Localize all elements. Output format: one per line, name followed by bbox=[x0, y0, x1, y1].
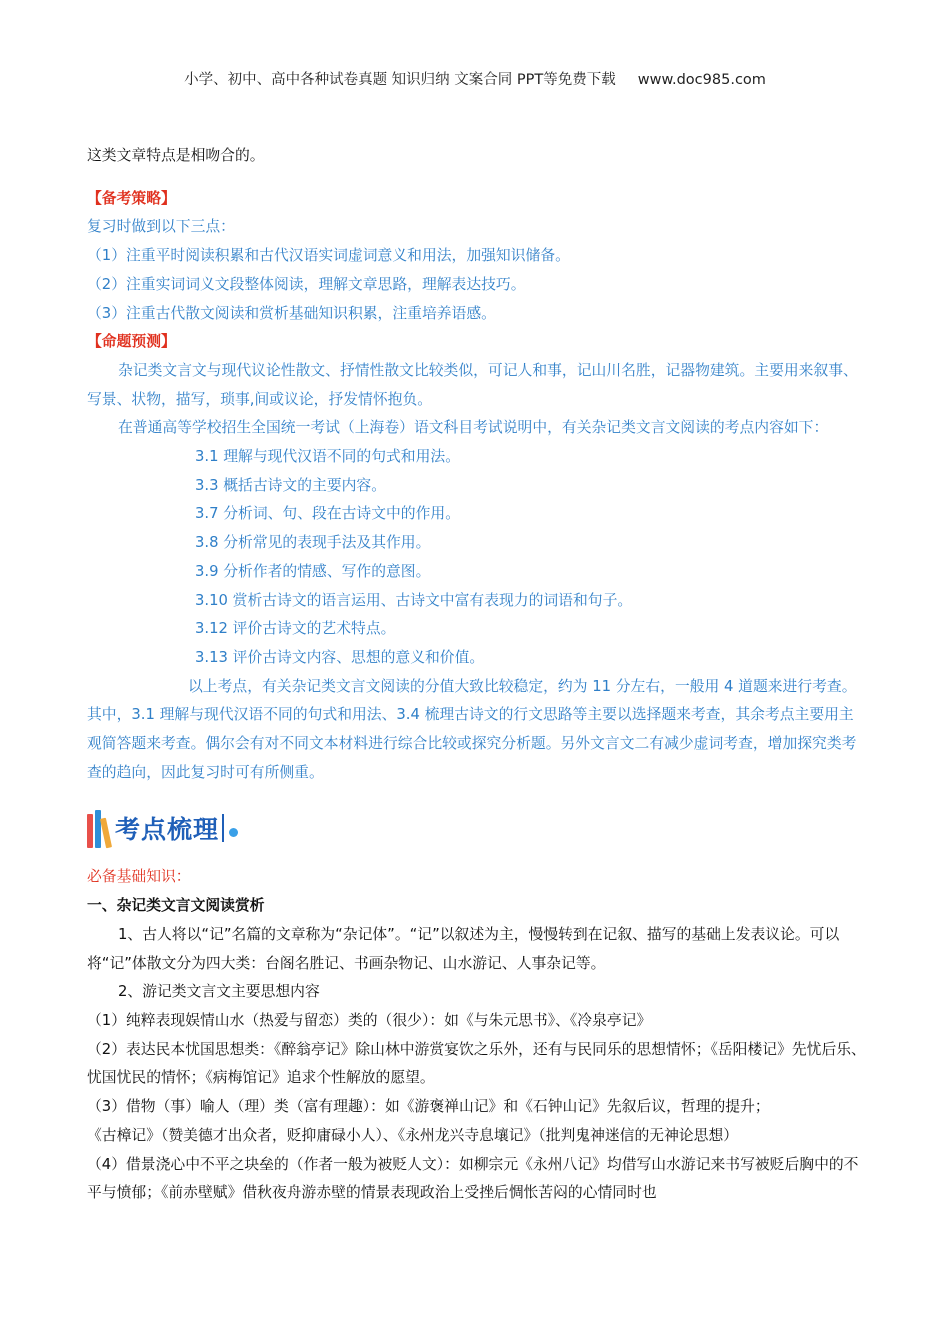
knowledge-label: 必备基础知识： bbox=[87, 868, 191, 886]
header-site: www.doc985.com bbox=[637, 72, 766, 88]
dot-icon bbox=[229, 828, 238, 837]
forecast-summary: 以上考点，有关杂记类文言文阅读的分值大致比较稳定，约为 11 分左右，一般用 4 道题来进行考查。其中，3.1 理解与现代汉语不同的句式和用法、3.4 梳理古诗文的行文思路等主要以选择题来考查，其余考点主要用主观简答题来考查。偶尔会有对不同文本材料进行综合比较或探究分析题。另外文言文二有减少虚词考查，增加探究类考查的趋向，因此复习时可有所侧重。 bbox=[87, 677, 857, 781]
forecast-heading: 【命题预测】 bbox=[87, 333, 176, 351]
knowledge-item: （4）借景浇心中不平之块垒的（作者一般为被贬人文）：如柳宗元《永州八记》均借写山水游记来书写被贬后胸中的不平与愤郁；《前赤壁赋》借秋夜舟游赤壁的情景表现政治上受挫后惆怅苦闷的心情同时也 bbox=[87, 1155, 859, 1202]
section-banner bbox=[87, 803, 867, 853]
prep-heading: 【备考策略】 bbox=[87, 189, 176, 207]
exam-point: 3.10 赏析古诗文的语言运用、古诗文中富有表现力的词语和句子。 bbox=[195, 591, 633, 609]
prep-lead: 复习时做到以下三点： bbox=[87, 218, 235, 236]
exam-point: 3.7 分析词、句、段在古诗文中的作用。 bbox=[195, 505, 460, 523]
prep-item: （3）注重古代散文阅读和赏析基础知识积累，注重培养语感。 bbox=[87, 304, 496, 322]
prep-item: （1）注重平时阅读积累和古代汉语实词虚词意义和用法，加强知识储备。 bbox=[87, 247, 570, 265]
knowledge-paragraph: 1、古人将以“记”名篇的文章称为“杂记体”。“记”以叙述为主，慢慢转到在记叙、描写的基础上发表议论。可以将“记”体散文分为四大类：台阁名胜记、书画杂物记、山水游记、人事杂记等。 bbox=[87, 925, 840, 972]
forecast-paragraph: 在普通高等学校招生全国统一考试（上海卷）语文科目考试说明中，有关杂记类文言文阅读的考点内容如下： bbox=[118, 419, 829, 437]
page-header bbox=[0, 68, 950, 89]
exam-point: 3.9 分析作者的情感、写作的意图。 bbox=[195, 562, 431, 580]
knowledge-paragraph: 2、游记类文言文主要思想内容 bbox=[118, 983, 320, 1001]
document-body bbox=[87, 142, 867, 1208]
header-text: 小学、初中、高中各种试卷真题 知识归纳 文案合同 PPT等免费下载 bbox=[184, 72, 616, 88]
exam-point: 3.12 评价古诗文的艺术特点。 bbox=[195, 620, 396, 638]
knowledge-item: （1）纯粹表现娱情山水（热爱与留恋）类的（很少）：如《与朱元思书》、《冷泉亭记》 bbox=[87, 1011, 652, 1029]
exam-point: 3.1 理解与现代汉语不同的句式和用法。 bbox=[195, 448, 460, 466]
prep-item: （2）注重实词词义文段整体阅读，理解文章思路，理解表达技巧。 bbox=[87, 275, 526, 293]
exam-point: 3.3 概括古诗文的主要内容。 bbox=[195, 476, 387, 494]
knowledge-item: （2）表达民本忧国思想类：《醉翁亭记》除山林中游赏宴饮之乐外，还有与民同乐的思想情怀；《岳阳楼记》先忧后乐、忧国忧民的情怀；《病梅馆记》追求个性解放的愿望。 bbox=[87, 1040, 866, 1087]
books-icon bbox=[87, 808, 109, 848]
banner-title: 考点梳理 bbox=[115, 815, 220, 845]
exam-points-list bbox=[87, 443, 867, 673]
section-title: 一、杂记类文言文阅读赏析 bbox=[87, 897, 265, 915]
exam-point: 3.13 评价古诗文内容、思想的意义和价值。 bbox=[195, 648, 485, 666]
forecast-paragraph: 杂记类文言文与现代议论性散文、抒情性散文比较类似，可记人和事，记山川名胜，记器物建筑。主要用来叙事、写景、状物，描写，琐事,间或议论，抒发情怀抱负。 bbox=[87, 361, 858, 408]
caret-icon bbox=[222, 814, 224, 842]
knowledge-item: （3）借物（事）喻人（理）类（富有理趣）：如《游褒禅山记》和《石钟山记》先叙后议，哲理的提升； bbox=[87, 1098, 770, 1116]
exam-point: 3.8 分析常见的表现手法及其作用。 bbox=[195, 534, 431, 552]
intro-tail: 这类文章特点是相吻合的。 bbox=[87, 147, 265, 164]
knowledge-item: 《古樟记》（赞美德才出众者，贬抑庸碌小人）、《永州龙兴寺息壤记》（批判鬼神迷信的无神论思想） bbox=[87, 1126, 739, 1144]
